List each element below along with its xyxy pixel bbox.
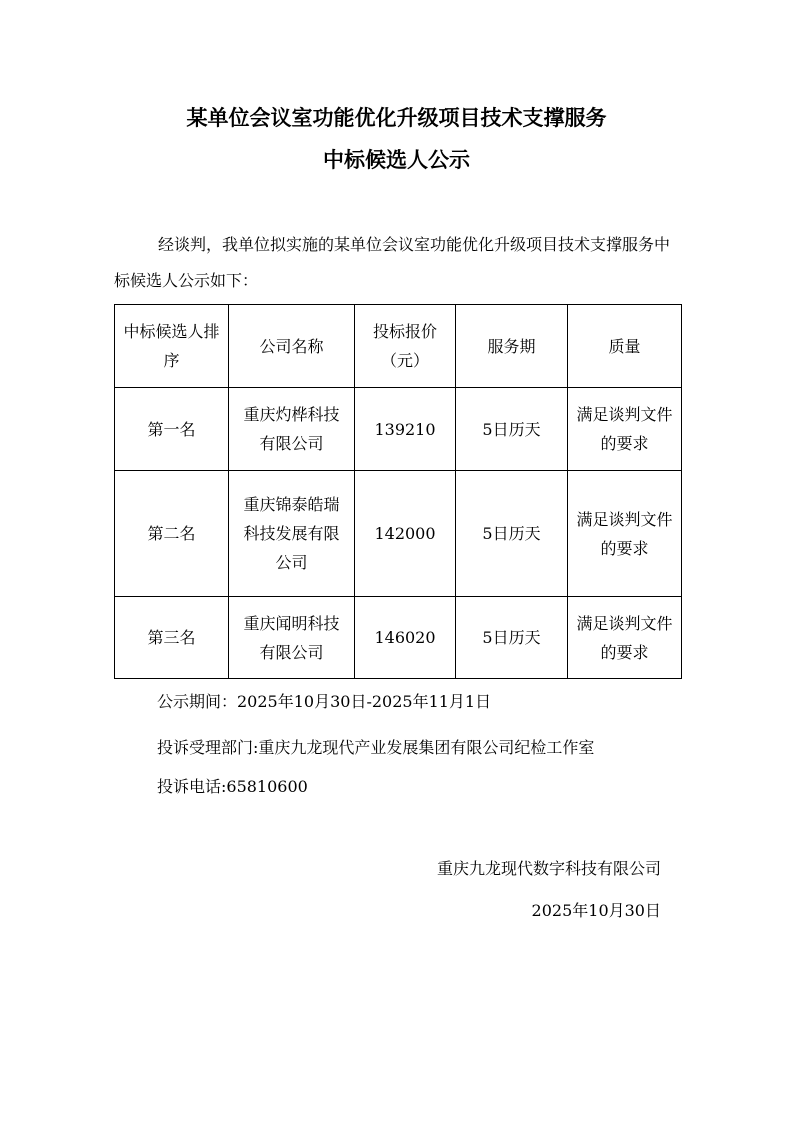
header-rank: 中标候选人排序: [115, 305, 229, 388]
complaint-phone: 投诉电话:65810600: [157, 777, 308, 796]
issue-date: 2025年10月30日: [531, 901, 661, 920]
header-company: 公司名称: [229, 305, 355, 388]
cell-rank: 第一名: [115, 388, 229, 471]
table-row: [115, 597, 682, 679]
header-period: 服务期: [456, 305, 568, 388]
cell-quality: 满足谈判文件的要求: [568, 597, 682, 679]
cell-period: 5日历天: [456, 597, 568, 679]
table-header-row: [115, 305, 682, 388]
cell-rank: 第二名: [115, 471, 229, 597]
cell-company: 重庆锦泰皓瑞科技发展有限公司: [229, 471, 355, 597]
cell-price: 142000: [355, 471, 456, 597]
candidate-table: [114, 304, 682, 679]
cell-period: 5日历天: [456, 471, 568, 597]
complaint-department: 投诉受理部门:重庆九龙现代产业发展集团有限公司纪检工作室: [157, 738, 595, 757]
cell-quality: 满足谈判文件的要求: [568, 471, 682, 597]
table-row: [115, 388, 682, 471]
cell-price: 146020: [355, 597, 456, 679]
cell-quality: 满足谈判文件的要求: [568, 388, 682, 471]
document-subtitle: 中标候选人公示: [323, 148, 470, 172]
cell-price: 139210: [355, 388, 456, 471]
table-row: [115, 471, 682, 597]
header-price: 投标报价（元）: [355, 305, 456, 388]
cell-company: 重庆闻明科技有限公司: [229, 597, 355, 679]
header-quality: 质量: [568, 305, 682, 388]
document-title: 某单位会议室功能优化升级项目技术支撑服务: [186, 106, 607, 130]
intro-text: 经谈判，我单位拟实施的某单位会议室功能优化升级项目技术支撑服务中标候选人公示如下：: [114, 235, 671, 290]
cell-company: 重庆灼桦科技有限公司: [229, 388, 355, 471]
cell-period: 5日历天: [456, 388, 568, 471]
cell-rank: 第三名: [115, 597, 229, 679]
notice-period: 公示期间：2025年10月30日-2025年11月1日: [157, 692, 492, 711]
issuer-name: 重庆九龙现代数字科技有限公司: [436, 859, 661, 878]
intro-paragraph: [114, 227, 684, 299]
